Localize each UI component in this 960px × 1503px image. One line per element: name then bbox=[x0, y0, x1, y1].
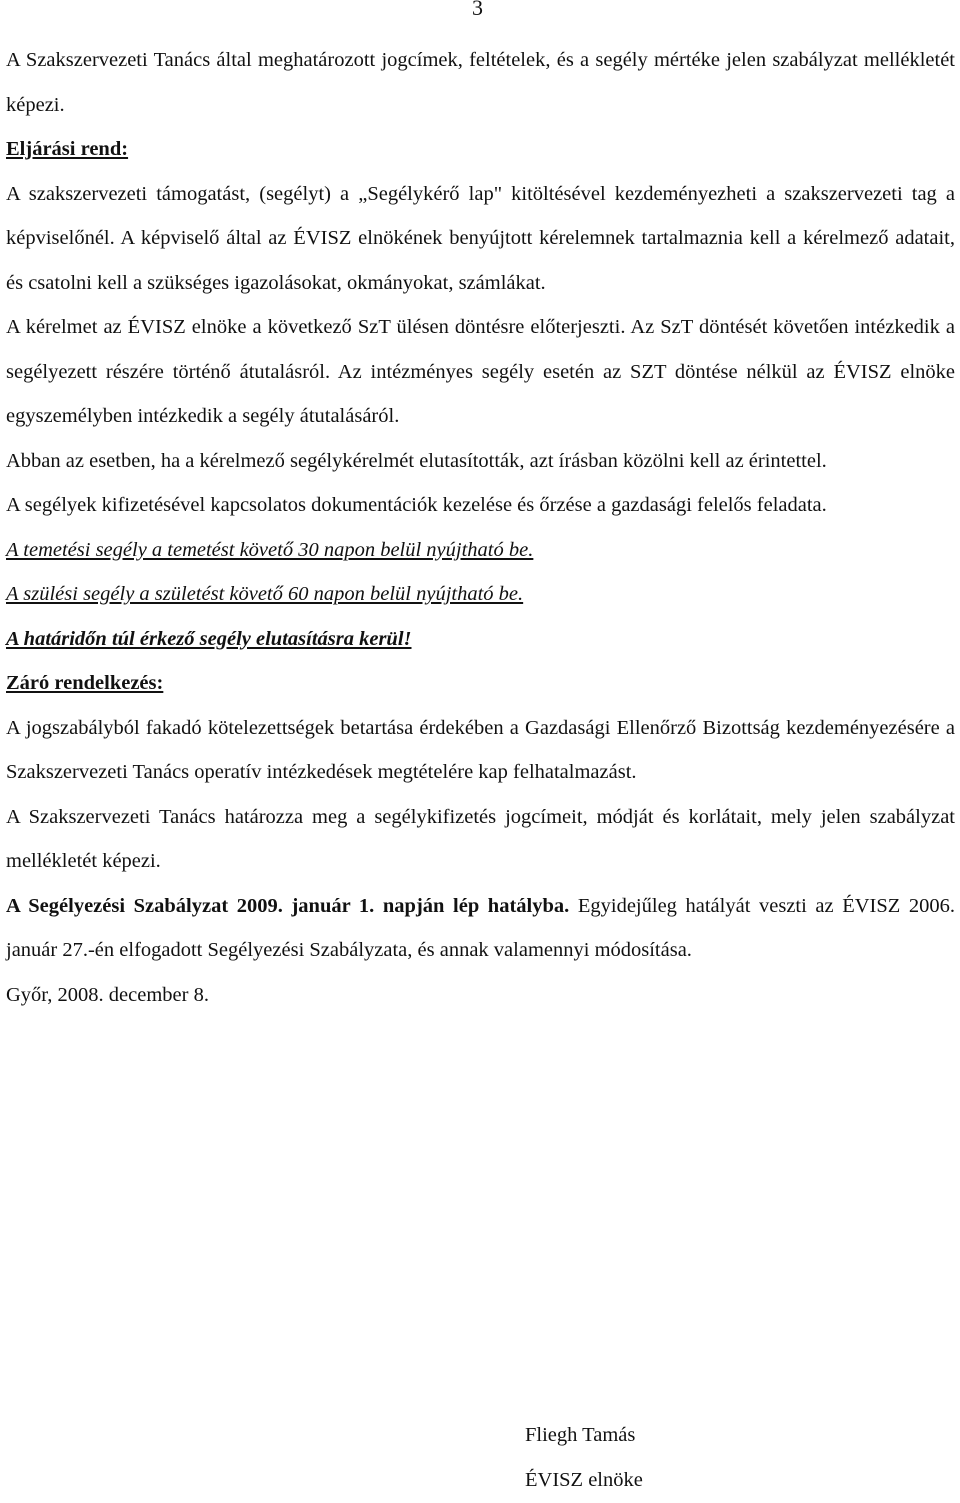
page-number: 3 bbox=[472, 0, 483, 20]
funeral-aid-deadline: A temetési segély a temetést követő 30 napon belül nyújtható be. bbox=[6, 538, 534, 561]
intro-paragraph: A Szakszervezeti Tanács által meghatározott jogcímek, feltételek, és a segély mértéke jelen szabályzat mellékletét képezi. bbox=[6, 49, 955, 116]
place-and-date: Győr, 2008. december 8. bbox=[6, 983, 209, 1006]
signatory-title: ÉVISZ elnöke bbox=[525, 1469, 643, 1491]
signature-block bbox=[525, 1413, 643, 1503]
document-body bbox=[6, 38, 955, 1017]
signatory-name: Fliegh Tamás bbox=[525, 1424, 636, 1446]
closing-provisions-heading: Záró rendelkezés: bbox=[6, 672, 164, 694]
closing-paragraph-3 bbox=[6, 884, 955, 973]
procedure-heading: Eljárási rend: bbox=[6, 138, 129, 160]
effective-date-statement: A Segélyezési Szabályzat 2009. január 1. napján lép hatályba. bbox=[6, 894, 570, 917]
closing-paragraph-1: A jogszabályból fakadó kötelezettségek betartása érdekében a Gazdasági Ellenőrző Bizottság kezdeményezésére a Szakszervezeti Tanács operatív intézkedések megtételére kap felhatalmazást. bbox=[6, 716, 955, 783]
procedure-paragraph-3: Abban az esetben, ha a kérelmező segélykérelmét elutasították, azt írásban közölni kell az érintettel. bbox=[6, 449, 827, 472]
repeal-statement: Egyidejűleg hatályát veszti az ÉVISZ 2006. január 27.-én elfogadott Segélyezési Szabályzata, és annak valamennyi módosítása. bbox=[6, 894, 955, 961]
birth-aid-deadline: A szülési segély a születést követő 60 napon belül nyújtható be. bbox=[6, 583, 524, 605]
late-request-rejection: A határidőn túl érkező segély elutasításra kerül! bbox=[6, 627, 412, 650]
procedure-paragraph-4: A segélyek kifizetésével kapcsolatos dokumentációk kezelése és őrzése a gazdasági felelős feladata. bbox=[6, 494, 827, 516]
closing-paragraph-2: A Szakszervezeti Tanács határozza meg a segélykifizetés jogcímeit, módját és korlátait, mely jelen szabályzat mellékletét képezi. bbox=[6, 805, 955, 872]
procedure-paragraph-2: A kérelmet az ÉVISZ elnöke a következő SzT ülésen döntésre előterjeszti. Az SzT döntését követően intézkedik a segélyezett részére történő átutalásról. Az intézményes segély esetén az SZT döntése nélkül az ÉVISZ elnöke egyszemélyben intézkedik a segély átutalásáról. bbox=[6, 316, 955, 427]
procedure-paragraph-1: A szakszervezeti támogatást, (segélyt) a „Segélykérő lap" kitöltésével kezdeményezheti a szakszervezeti tag a képviselőnél. A képviselő által az ÉVISZ elnökének benyújtott kérelemnek tartalmaznia kell a kérelmező adatait, és csatolni kell a szükséges igazolásokat, okmányokat, számlákat. bbox=[6, 182, 955, 294]
